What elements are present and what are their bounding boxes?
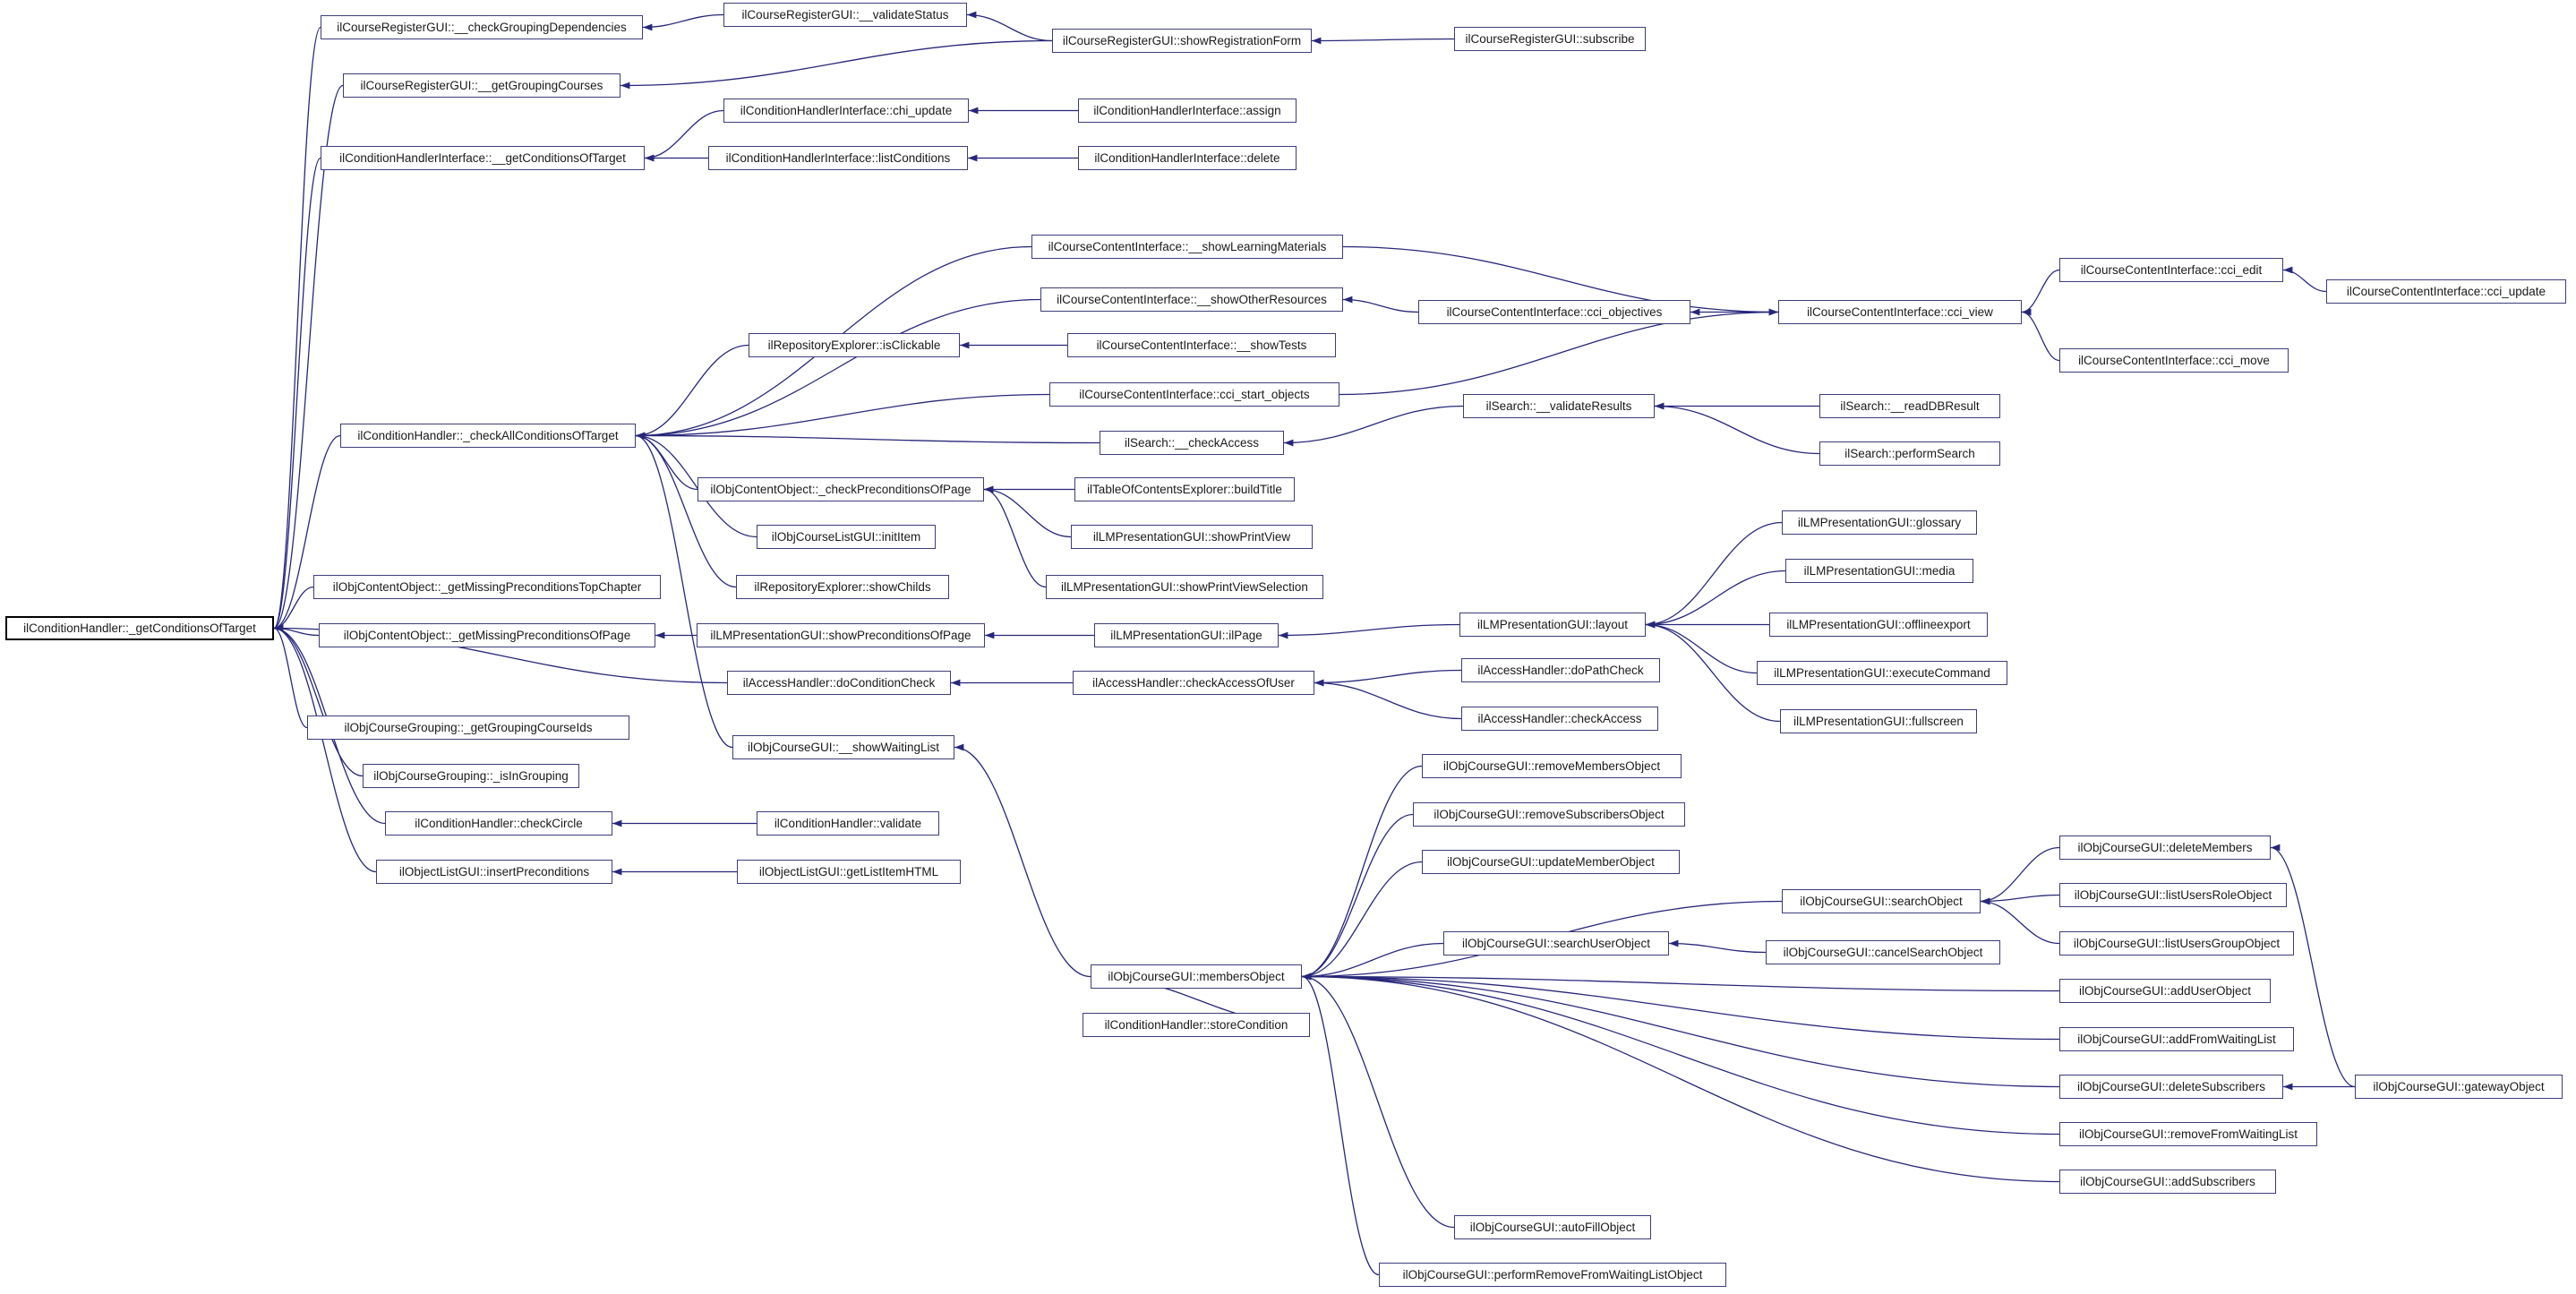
graph-node[interactable]: ilConditionHandlerInterface::chi_update (723, 99, 969, 123)
graph-node[interactable]: ilObjCourseGUI::membersObject (1091, 964, 1302, 989)
graph-edge (274, 629, 376, 872)
graph-edge (2283, 270, 2326, 292)
graph-node[interactable]: ilLMPresentationGUI::showPrintViewSelection (1046, 575, 1323, 599)
graph-node[interactable]: ilSearch::__validateResults (1463, 394, 1655, 418)
graph-node[interactable]: ilCourseRegisterGUI::__getGroupingCourses (343, 73, 620, 98)
graph-node[interactable]: ilObjCourseGUI::removeMembersObject (1422, 754, 1682, 778)
graph-node[interactable]: ilCourseContentInterface::__showTests (1067, 333, 1336, 357)
graph-node[interactable]: ilConditionHandler::validate (757, 811, 939, 836)
graph-node[interactable]: ilObjContentObject::_getMissingPreconditionsTopChapter (313, 575, 661, 599)
graph-node[interactable]: ilSearch::__checkAccess (1100, 431, 1284, 455)
graph-node[interactable]: ilObjCourseGUI::gatewayObject (2355, 1075, 2563, 1099)
graph-node[interactable]: ilCourseContentInterface::cci_start_objects (1049, 382, 1339, 407)
graph-edge (1646, 571, 1785, 625)
graph-node[interactable]: ilCourseContentInterface::cci_update (2326, 279, 2566, 304)
graph-node[interactable]: ilCourseRegisterGUI::showRegistrationForm (1052, 29, 1312, 53)
graph-edge (620, 41, 1052, 86)
graph-node[interactable]: ilCourseContentInterface::cci_edit (2059, 258, 2283, 282)
graph-node[interactable]: ilLMPresentationGUI::glossary (1782, 510, 1977, 535)
graph-edge (643, 15, 723, 28)
graph-edge (1314, 683, 1461, 719)
graph-node[interactable]: ilObjContentObject::_getMissingPreconditionsOfPage (319, 623, 655, 647)
graph-node[interactable]: ilObjCourseGUI::addSubscribers (2059, 1170, 2276, 1194)
graph-node[interactable]: ilLMPresentationGUI::showPreconditionsOfPage (697, 623, 985, 647)
graph-node[interactable]: ilObjCourseGUI::addFromWaitingList (2059, 1027, 2294, 1051)
graph-node[interactable]: ilObjCourseGrouping::_getGroupingCourseIds (307, 716, 629, 740)
graph-edge (1302, 862, 1422, 977)
graph-node[interactable]: ilObjCourseGUI::performRemoveFromWaitingListObject (1379, 1263, 1726, 1287)
graph-node[interactable]: ilObjCourseGUI::cancelSearchObject (1766, 940, 2000, 964)
graph-node[interactable]: ilObjCourseGUI::updateMemberObject (1422, 850, 1680, 874)
graph-node[interactable]: ilObjCourseGUI::listUsersGroupObject (2059, 931, 2294, 956)
graph-node[interactable]: ilConditionHandler::checkCircle (385, 811, 612, 836)
graph-edge (1655, 407, 1819, 454)
graph-edge (636, 436, 736, 587)
graph-edge (274, 28, 321, 629)
graph-node[interactable]: ilObjectListGUI::getListItemHTML (737, 860, 961, 884)
graph-node[interactable]: ilAccessHandler::checkAccess (1461, 707, 1658, 731)
graph-node[interactable]: ilObjCourseGUI::__showWaitingList (732, 735, 954, 759)
graph-edge (1302, 977, 2059, 1135)
graph-node[interactable]: ilConditionHandler::_checkAllConditionsOfTarget (340, 424, 636, 448)
graph-node[interactable]: ilConditionHandlerInterface::listConditions (708, 146, 968, 170)
graph-node[interactable]: ilObjCourseGUI::deleteMembers (2059, 836, 2271, 860)
graph-node[interactable]: ilAccessHandler::doPathCheck (1461, 658, 1660, 682)
graph-node[interactable]: ilCourseContentInterface::cci_view (1778, 300, 2022, 324)
graph-node[interactable]: ilSearch::performSearch (1819, 441, 2000, 466)
graph-edge (1302, 767, 1422, 977)
graph-edge (1279, 625, 1459, 636)
graph-edge (1314, 671, 1461, 683)
graph-edge (954, 748, 1091, 977)
graph-edge (1981, 902, 2059, 944)
graph-node[interactable]: ilCourseRegisterGUI::subscribe (1454, 27, 1646, 51)
graph-edge (636, 346, 749, 436)
graph-node[interactable]: ilLMPresentationGUI::executeCommand (1757, 661, 2007, 685)
graph-edge (274, 436, 340, 629)
graph-node[interactable]: ilCourseRegisterGUI::__checkGroupingDependencies (321, 15, 643, 39)
graph-node[interactable]: ilCourseContentInterface::__showLearningMaterials (1031, 235, 1343, 259)
graph-edge (636, 436, 1100, 443)
graph-edge (1981, 848, 2059, 902)
graph-edge (1284, 407, 1463, 443)
graph-node[interactable]: ilObjCourseGUI::searchUserObject (1443, 931, 1669, 956)
graph-edge (967, 15, 1052, 41)
graph-edge (1302, 815, 1413, 977)
graph-node[interactable]: ilLMPresentationGUI::fullscreen (1780, 709, 1977, 733)
graph-node[interactable]: ilConditionHandler::_getConditionsOfTarget (5, 616, 274, 640)
graph-edge (984, 490, 1046, 587)
graph-edge (1302, 977, 2059, 1087)
graph-node[interactable]: ilObjCourseGUI::listUsersRoleObject (2059, 883, 2287, 907)
graph-node[interactable]: ilObjectListGUI::insertPreconditions (376, 860, 612, 884)
graph-node[interactable]: ilObjCourseGrouping::_isInGrouping (363, 764, 579, 788)
graph-node[interactable]: ilConditionHandler::storeCondition (1083, 1013, 1310, 1037)
graph-node[interactable]: ilObjContentObject::_checkPreconditionsOfPage (697, 477, 984, 501)
graph-node[interactable]: ilRepositoryExplorer::isClickable (749, 333, 960, 357)
graph-edge (1302, 977, 1379, 1275)
graph-node[interactable]: ilCourseRegisterGUI::__validateStatus (723, 3, 967, 27)
graph-edge (984, 490, 1071, 537)
graph-node[interactable]: ilObjCourseListGUI::initItem (757, 525, 936, 549)
graph-node[interactable]: ilObjCourseGUI::removeSubscribersObject (1413, 802, 1685, 827)
graph-node[interactable]: ilRepositoryExplorer::showChilds (736, 575, 949, 599)
graph-node[interactable]: ilObjCourseGUI::removeFromWaitingList (2059, 1122, 2317, 1146)
graph-node[interactable]: ilAccessHandler::checkAccessOfUser (1073, 671, 1314, 695)
graph-node[interactable]: ilLMPresentationGUI::ilPage (1094, 623, 1279, 647)
graph-edge (636, 436, 697, 490)
graph-edge (1302, 944, 1443, 977)
graph-node[interactable]: ilObjCourseGUI::deleteSubscribers (2059, 1075, 2283, 1099)
graph-node[interactable]: ilCourseContentInterface::__showOtherResources (1040, 287, 1343, 312)
graph-node[interactable]: ilObjCourseGUI::searchObject (1782, 889, 1981, 913)
graph-node[interactable]: ilLMPresentationGUI::showPrintView (1071, 525, 1313, 549)
graph-edge (1669, 944, 1766, 953)
graph-node[interactable]: ilObjCourseGUI::autoFillObject (1454, 1215, 1651, 1239)
graph-node[interactable]: ilLMPresentationGUI::media (1785, 559, 1973, 583)
graph-edge (1339, 313, 1778, 395)
graph-node[interactable]: ilLMPresentationGUI::offlineexport (1769, 613, 1988, 637)
graph-node[interactable]: ilConditionHandlerInterface::delete (1078, 146, 1297, 170)
graph-node[interactable]: ilConditionHandlerInterface::assign (1078, 99, 1297, 123)
graph-edge (1343, 300, 1418, 313)
graph-edge (274, 629, 363, 776)
graph-edge (274, 629, 307, 728)
graph-edge (2022, 270, 2059, 313)
graph-node[interactable]: ilLMPresentationGUI::layout (1459, 613, 1646, 637)
graph-edge (1312, 39, 1454, 41)
graph-node[interactable]: ilSearch::__readDBResult (1819, 394, 2000, 418)
graph-node[interactable]: ilCourseContentInterface::cci_objectives (1418, 300, 1690, 324)
graph-node[interactable]: ilTableOfContentsExplorer::buildTitle (1074, 477, 1295, 501)
graph-edge (1302, 977, 1454, 1228)
graph-node[interactable]: ilConditionHandlerInterface::__getConditionsOfTarget (321, 146, 645, 170)
graph-node[interactable]: ilCourseContentInterface::cci_move (2059, 348, 2289, 373)
graph-node[interactable]: ilAccessHandler::doConditionCheck (727, 671, 951, 695)
graph-edge (1981, 896, 2059, 902)
graph-edge (274, 159, 321, 629)
graph-node[interactable]: ilObjCourseGUI::addUserObject (2059, 979, 2271, 1003)
graph-edge (1646, 625, 1757, 673)
graph-edge (2022, 313, 2059, 361)
